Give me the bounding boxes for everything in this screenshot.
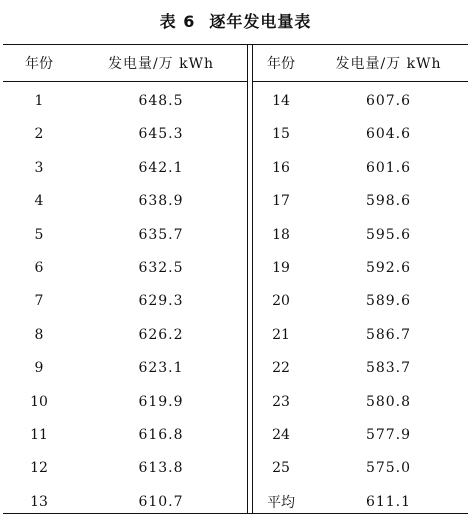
year-cell: 13 [30, 493, 48, 510]
table-row [253, 84, 468, 118]
header-row [3, 45, 247, 82]
year-cell: 14 [272, 93, 290, 109]
table-row [3, 218, 247, 252]
year-cell: 平均 [267, 494, 295, 511]
generation-cell: 638.9 [138, 193, 184, 210]
table-row [3, 451, 247, 485]
table-title: 逐年发电量表 [209, 12, 312, 31]
year-cell: 15 [272, 126, 290, 143]
table-row [3, 385, 247, 419]
generation-cell: 575.0 [365, 460, 412, 477]
generation-cell: 619.9 [138, 393, 184, 410]
table-number: 表 6 [159, 12, 196, 31]
header-year: 年份 [267, 56, 295, 72]
header-generation: 发电量/万 kWh [107, 56, 215, 72]
header-row [253, 45, 468, 82]
table-row [3, 117, 247, 151]
year-cell: 21 [272, 326, 290, 343]
generation-cell: 592.6 [365, 260, 412, 276]
year-cell: 12 [30, 460, 48, 477]
table-row [253, 418, 468, 452]
generation-table [3, 44, 468, 514]
generation-cell: 601.6 [365, 159, 412, 176]
header-year: 年份 [25, 56, 53, 72]
table-row [253, 151, 468, 185]
table-row [3, 284, 247, 318]
year-cell: 25 [272, 460, 290, 477]
year-cell: 11 [30, 427, 48, 443]
year-cell: 6 [34, 260, 44, 276]
table-right-half [253, 45, 468, 513]
year-cell: 3 [34, 159, 44, 176]
year-cell: 1 [34, 93, 44, 109]
year-cell: 9 [34, 360, 44, 377]
generation-cell: 616.8 [138, 427, 184, 443]
year-cell: 24 [272, 427, 290, 443]
generation-cell: 623.1 [138, 360, 184, 377]
table-row [253, 318, 468, 352]
generation-cell: 645.3 [138, 126, 184, 143]
year-cell: 23 [272, 393, 290, 410]
generation-cell: 604.6 [365, 126, 412, 143]
year-cell: 4 [34, 193, 44, 210]
table-row [253, 451, 468, 485]
generation-cell: 635.7 [138, 226, 184, 243]
table-row [3, 151, 247, 185]
table-row [253, 184, 468, 218]
table-caption [0, 10, 471, 34]
table-row [3, 351, 247, 385]
generation-cell: 632.5 [138, 260, 184, 276]
year-cell: 16 [272, 159, 290, 176]
table-left-half [3, 45, 247, 513]
generation-cell: 610.7 [138, 493, 184, 510]
table-row [253, 218, 468, 252]
generation-cell: 580.8 [365, 393, 412, 410]
table-row [253, 385, 468, 419]
generation-cell: 598.6 [365, 193, 412, 210]
table-row [3, 418, 247, 452]
year-cell: 19 [272, 260, 290, 276]
table-row [3, 84, 247, 118]
generation-cell: 583.7 [365, 360, 412, 377]
generation-cell: 642.1 [138, 159, 184, 176]
generation-cell: 589.6 [365, 293, 412, 310]
table-row [3, 318, 247, 352]
table-row [253, 284, 468, 318]
year-cell: 5 [34, 226, 44, 243]
table-row [253, 117, 468, 151]
year-cell: 2 [34, 126, 44, 143]
year-cell: 7 [34, 293, 44, 310]
year-cell: 8 [34, 326, 44, 343]
generation-cell: 613.8 [138, 460, 184, 477]
generation-cell: 648.5 [138, 93, 184, 109]
generation-cell: 607.6 [365, 93, 412, 109]
year-cell: 22 [272, 360, 290, 377]
year-cell: 17 [272, 193, 290, 210]
table-row [3, 251, 247, 285]
table-row [253, 485, 468, 519]
generation-cell: 611.1 [365, 493, 412, 510]
generation-cell: 629.3 [138, 293, 184, 310]
generation-cell: 577.9 [365, 427, 412, 443]
generation-cell: 626.2 [138, 326, 184, 343]
table-row [253, 351, 468, 385]
table-row [3, 184, 247, 218]
header-generation: 发电量/万 kWh [335, 56, 442, 72]
year-cell: 18 [272, 226, 290, 243]
table-row [3, 485, 247, 519]
table-row [253, 251, 468, 285]
year-cell: 10 [30, 393, 48, 410]
generation-cell: 595.6 [365, 226, 412, 243]
generation-cell: 586.7 [365, 326, 412, 343]
year-cell: 20 [272, 293, 290, 310]
